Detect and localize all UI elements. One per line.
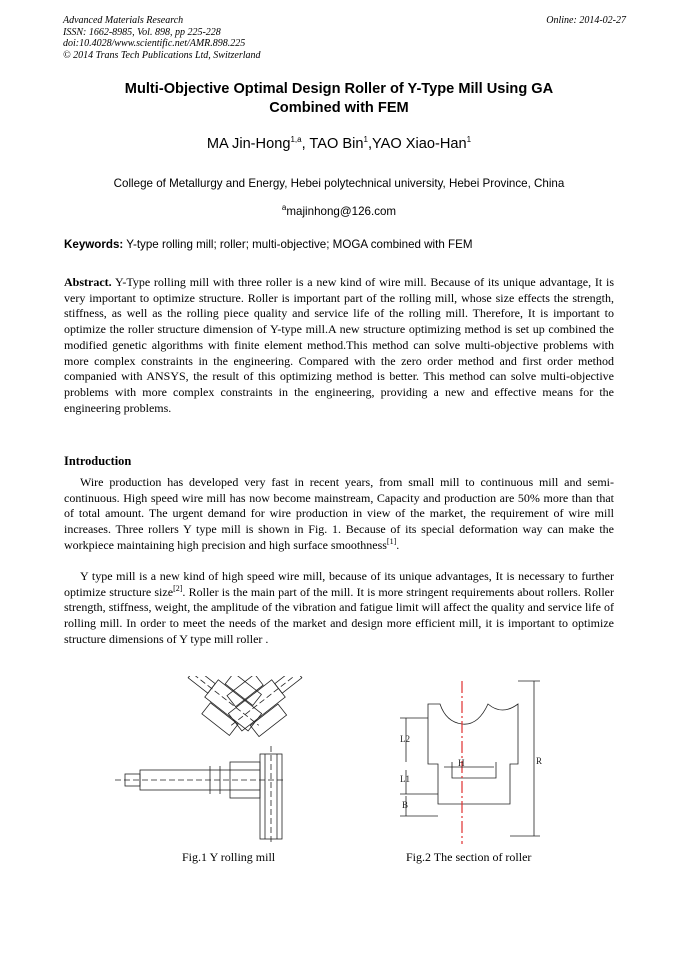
author-3-sup: 1: [466, 135, 472, 145]
intro-p1-end: .: [396, 537, 400, 552]
title-line-2: Combined with FEM: [269, 100, 409, 116]
intro-p2-rest: . Roller is the main part of the mill. It is more stringent requirements about rollers. Roller strength, stiffness, weight, the amplitude of the vibration and fatigue limit will affect the quality and service life of rolling mill. In order to meet the needs of the market and design more efficient mill, it is important to optimize structure dimensions of Y type mill roller .: [64, 584, 614, 646]
label-h: H: [458, 758, 465, 768]
figure-1-caption: Fig.1 Y rolling mill: [182, 850, 276, 864]
keywords: [64, 238, 473, 251]
figure-2-caption: Fig.2 The section of roller: [406, 850, 532, 864]
left-roller-assembly: [156, 676, 275, 746]
author-1-sup: 1,a: [290, 135, 302, 145]
title-line-1: Multi-Objective Optimal Design Roller of Y-Type Mill Using GA: [124, 81, 554, 97]
author-2: TAO Bin: [309, 136, 364, 152]
label-r: R: [536, 756, 543, 766]
author-3: YAO Xiao-Han: [372, 136, 467, 152]
affiliation: College of Metallurgy and Energy, Hebei polytechnical university, Hebei Province, China: [113, 177, 565, 190]
email: [60, 205, 618, 218]
figure-1-y-rolling-mill: [110, 676, 360, 846]
roller-profile: [428, 704, 518, 804]
author-1: MA Jin-Hong: [206, 136, 291, 152]
intro-p2-text: Y type mill is a new kind of high speed wire mill, because of its unique advantages, It is necessary to further optimize structure size: [64, 569, 614, 599]
intro-paragraph-2: [64, 569, 614, 648]
intro-paragraph-1: [64, 475, 614, 554]
keywords-label: Keywords:: [64, 238, 124, 251]
journal-meta: [63, 15, 261, 61]
author-sep-1: ,: [301, 136, 310, 152]
author-2-sup: 1: [363, 135, 368, 145]
intro-p1-text: Wire production has developed very fast in recent years, from small mill to continuous mill and semi- continuous. High speed wire mill has now become mainstream, Capacity and production are 50% more than that of total amount. The urgent demand for wire production in view of the market, the requirement of wire mill increases. Three rollers Y type mill is shown in Fig. 1. Because of its special deformation way can make the workpiece maintaining high precision and high surface smoothness: [64, 475, 614, 552]
label-l2: L2: [400, 734, 410, 744]
online-date: Online: 2014-02-27: [546, 15, 626, 26]
introduction-heading: Introduction: [64, 454, 132, 468]
doi-line: doi:10.4028/www.scientific.net/AMR.898.225: [63, 38, 246, 49]
author-sep-2: ,: [367, 136, 373, 152]
citation-2: [2]: [173, 583, 183, 593]
author-list: [60, 136, 618, 152]
paper-title: [80, 80, 598, 118]
label-b: B: [402, 800, 409, 810]
label-l1: L1: [400, 774, 410, 784]
abstract-label: Abstract.: [64, 275, 112, 289]
email-sup: a: [281, 203, 287, 213]
citation-1: [1]: [386, 536, 397, 546]
figure-2-roller-section: [392, 676, 552, 846]
copyright-line: © 2014 Trans Tech Publications Ltd, Switzerland: [63, 49, 261, 61]
issn-line: ISSN: 1662-8985, Vol. 898, pp 225-228: [63, 26, 221, 38]
journal-name: Advanced Materials Research: [63, 15, 184, 26]
abstract: [64, 275, 614, 416]
abstract-text: Y-Type rolling mill with three roller is a new kind of wire mill. Because of its unique advantage, It is very important to optimize structure. Roller is important part of the rolling mill, whose size effects the strength, stiffness, as well as the rolling piece quality and service life of the rolling mill. Therefore, It is important to optimize the roller structure dimension of Y-type mill.A new structure optimizing method is set up combined the modified genetic algorithms with finite element method.This method can solve multi-objective problems with more complex constraints in the engineering. Compared with the zero order method and first order method companied with ANSYS, the result of this optimizing method is better. This method can solve multi-objective problems with more complex constraints in the engineering, providing a new and effective means for the engineering problems.: [64, 275, 614, 415]
keywords-text: Y-type rolling mill; roller; multi-objective; MOGA combined with FEM: [123, 238, 473, 251]
right-roller-assembly: [215, 676, 334, 746]
email-address: majinhong@126.com: [286, 205, 397, 218]
